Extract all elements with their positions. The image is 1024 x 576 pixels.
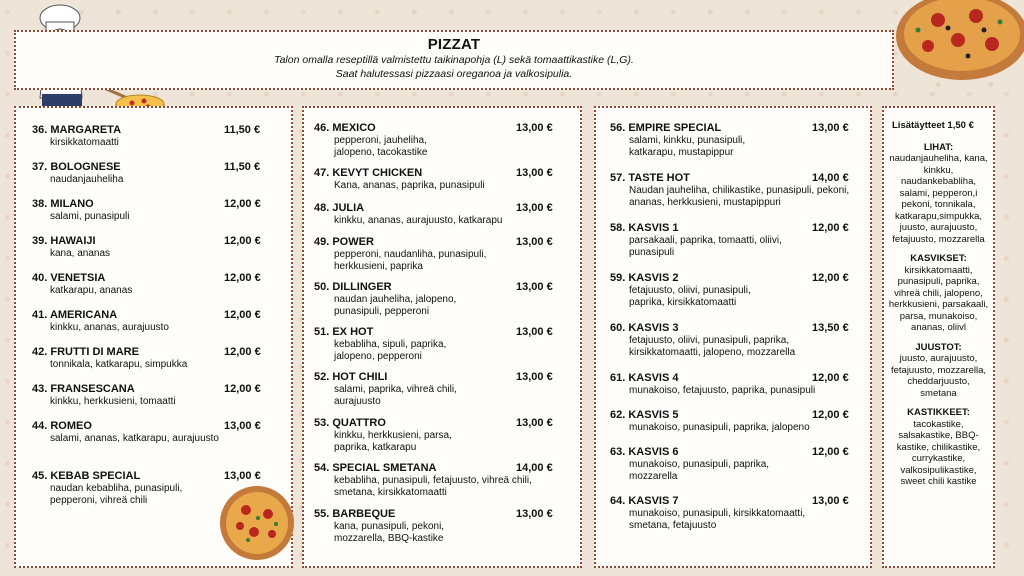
item-price: 13,00 € — [516, 326, 553, 338]
item-price: 11,50 € — [224, 124, 261, 136]
item-name: 39. HAWAIJI — [32, 235, 96, 247]
item-name: 56. EMPIRE SPECIAL — [610, 122, 722, 134]
extras-title: Lisätäytteet 1,50 € — [892, 120, 974, 131]
header-line-2: Saat halutessasi pizzaasi oreganoa ja valkosipulia. — [335, 68, 573, 80]
item-description: kirsikkatomaatti — [50, 137, 119, 148]
item-name: 63. KASVIS 6 — [610, 446, 679, 458]
item-price: 14,00 € — [516, 462, 553, 474]
item-price: 12,00 € — [812, 372, 849, 384]
item-price: 11,50 € — [224, 161, 261, 173]
item-price: 12,00 € — [812, 222, 849, 234]
item-description: katkarapu, ananas — [50, 285, 133, 296]
item-name: 62. KASVIS 5 — [610, 409, 679, 421]
item-name: 40. VENETSIA — [32, 272, 106, 284]
item-name: 54. SPECIAL SMETANA — [314, 462, 437, 474]
page-title: PIZZAT — [427, 36, 481, 53]
item-name: 52. HOT CHILI — [314, 371, 388, 383]
item-description: pepperoni, jauheliha, jalopeno, tacokastike — [334, 135, 428, 158]
item-name: 53. QUATTRO — [314, 417, 386, 429]
item-price: 13,00 € — [516, 167, 553, 179]
item-description: salami, paprika, vihreä chili, aurajuusto — [334, 384, 457, 407]
item-description: naudan kebabliha, punasipuli, pepperoni, vihreä chili — [50, 483, 183, 506]
item-description: naudanjauheliha — [50, 174, 124, 185]
item-price: 13,00 € — [516, 508, 553, 520]
item-name: 44. ROMEO — [32, 420, 92, 432]
extras-group-list: juusto, aurajuusto, fetajuusto, mozzarella, cheddarjuusto, smetana — [890, 353, 987, 399]
item-price: 12,00 € — [812, 272, 849, 284]
item-price: 13,00 € — [224, 470, 261, 482]
item-price: 13,00 € — [516, 122, 553, 134]
menu-header — [14, 30, 894, 90]
extras-group-title: JUUSTOT: — [915, 341, 962, 353]
item-price: 12,00 € — [224, 198, 261, 210]
item-name: 37. BOLOGNESE — [32, 161, 121, 173]
item-description: munakoiso, fetajuusto, paprika, punasipuli — [629, 385, 816, 396]
item-price: 13,50 € — [812, 322, 849, 334]
item-description: kana, punasipuli, pekoni, mozzarella, BBQ-kastike — [334, 521, 445, 544]
item-name: 43. FRANSESCANA — [32, 383, 135, 395]
item-price: 12,00 € — [812, 446, 849, 458]
item-description: kebabliha, sipuli, paprika, jalopeno, pepperoni — [334, 339, 447, 362]
item-description: salami, ananas, katkarapu, aurajuusto — [50, 433, 219, 444]
item-name: 41. AMERICANA — [32, 309, 118, 321]
item-description: naudan jauheliha, jalopeno, punasipuli, pepperoni — [334, 294, 457, 317]
extras-group-title: KASTIKKEET: — [907, 407, 970, 418]
item-description: munakoiso, punasipuli, paprika, jalopeno — [629, 422, 810, 433]
item-name: 38. MILANO — [32, 198, 94, 210]
extras-group-list: tacokastike, salsakastike, BBQ-kastike, chilikastike, currykastike, valkosipulikastike, sweet chili kastike — [896, 418, 981, 487]
pizza-image-top — [888, 0, 1024, 84]
header-line-1: Talon omalla reseptillä valmistettu taikinapohja (L) sekä tomaattikastike (L,G). — [274, 54, 634, 66]
item-description: salami, kinkku, punasipuli, katkarapu, mustapippur — [629, 135, 746, 158]
item-name: 45. KEBAB SPECIAL — [32, 470, 141, 482]
item-description: munakoiso, punasipuli, paprika, mozzarella — [629, 459, 770, 482]
item-price: 14,00 € — [812, 172, 849, 184]
item-name: 42. FRUTTI DI MARE — [32, 346, 139, 358]
item-name: 49. POWER — [314, 236, 374, 248]
item-price: 13,00 € — [516, 202, 553, 214]
item-name: 60. KASVIS 3 — [610, 322, 679, 334]
item-name: 59. KASVIS 2 — [610, 272, 679, 284]
item-name: 61. KASVIS 4 — [610, 372, 679, 384]
item-price: 12,00 € — [224, 272, 261, 284]
item-description: pepperoni, naudanliha, punasipuli, herkkusieni, paprika — [334, 249, 487, 272]
menu-column-3 — [594, 106, 872, 568]
item-description: kebabliha, punasipuli, fetajuusto, vihreä chili, smetana, kirsikkatomaatti — [334, 475, 532, 498]
item-description: kana, ananas — [50, 248, 111, 259]
item-price: 13,00 € — [812, 495, 849, 507]
item-name: 64. KASVIS 7 — [610, 495, 679, 507]
item-price: 12,00 € — [224, 309, 261, 321]
item-price: 12,00 € — [224, 346, 261, 358]
item-name: 47. KEVYT CHICKEN — [314, 167, 423, 179]
item-description: Naudan jauheliha, chilikastike, punasipuli, pekoni, ananas, herkkusieni, mustapippuri — [629, 185, 850, 208]
item-price: 13,00 € — [516, 281, 553, 293]
item-description: munakoiso, punasipuli, kirsikkatomaatti, smetana, fetajuusto — [629, 508, 806, 531]
item-description: kinkku, ananas, aurajuusto, katkarapu — [334, 215, 503, 226]
item-description: fetajuusto, oliivi, punasipuli, paprika, kirsikkatomaatti — [629, 285, 751, 308]
pizza-image-bottom — [218, 484, 296, 562]
extras-panel — [882, 106, 995, 568]
menu-column-2 — [302, 106, 582, 568]
item-price: 13,00 € — [516, 417, 553, 429]
extras-group-list: naudanjauheliha, kana, kinkku, naudankebabliha, salami, pepperon,i pekoni, tonnikala, katkarapu,simpukka, juusto, aurajuusto, fetajuusto, mozzarella — [889, 153, 988, 245]
item-price: 12,00 € — [224, 383, 261, 395]
item-name: 57. TASTE HOT — [610, 172, 690, 184]
extras-group-list: kirsikkatomaatti, punasipuli, paprika, vihreä chili, jalopeno, herkkusieni, parsakaali, parsa, munakoiso, ananas, oliivl — [888, 264, 989, 333]
item-name: 51. EX HOT — [314, 326, 374, 338]
item-price: 12,00 € — [224, 235, 261, 247]
item-price: 12,00 € — [812, 409, 849, 421]
item-description: salami, punasipuli — [50, 211, 130, 222]
item-description: kinkku, herkkusieni, tomaatti — [50, 396, 176, 407]
item-name: 36. MARGARETA — [32, 124, 122, 136]
item-description: tonnikala, katkarapu, simpukka — [50, 359, 188, 370]
item-description: Kana, ananas, paprika, punasipuli — [334, 180, 485, 191]
item-price: 13,00 € — [516, 371, 553, 383]
item-price: 13,00 € — [516, 236, 553, 248]
item-description: parsakaali, paprika, tomaatti, oliivi, punasipuli — [629, 235, 782, 258]
item-price: 13,00 € — [224, 420, 261, 432]
item-name: 48. JULIA — [314, 202, 365, 214]
item-name: 50. DILLINGER — [314, 281, 392, 293]
item-name: 58. KASVIS 1 — [610, 222, 679, 234]
item-description: fetajuusto, oliivi, punasipuli, paprika, kirsikkatomaatti, jalopeno, mozzarella — [629, 335, 796, 358]
item-description: kinkku, ananas, aurajuusto — [50, 322, 169, 333]
item-description: kinkku, herkkusieni, parsa, paprika, katkarapu — [334, 430, 452, 453]
item-price: 13,00 € — [812, 122, 849, 134]
item-name: 46. MEXICO — [314, 122, 376, 134]
extras-group-title: LIHAT: — [923, 141, 954, 153]
extras-group-title: KASVIKSET: — [910, 253, 967, 264]
item-name: 55. BARBEQUE — [314, 508, 396, 520]
